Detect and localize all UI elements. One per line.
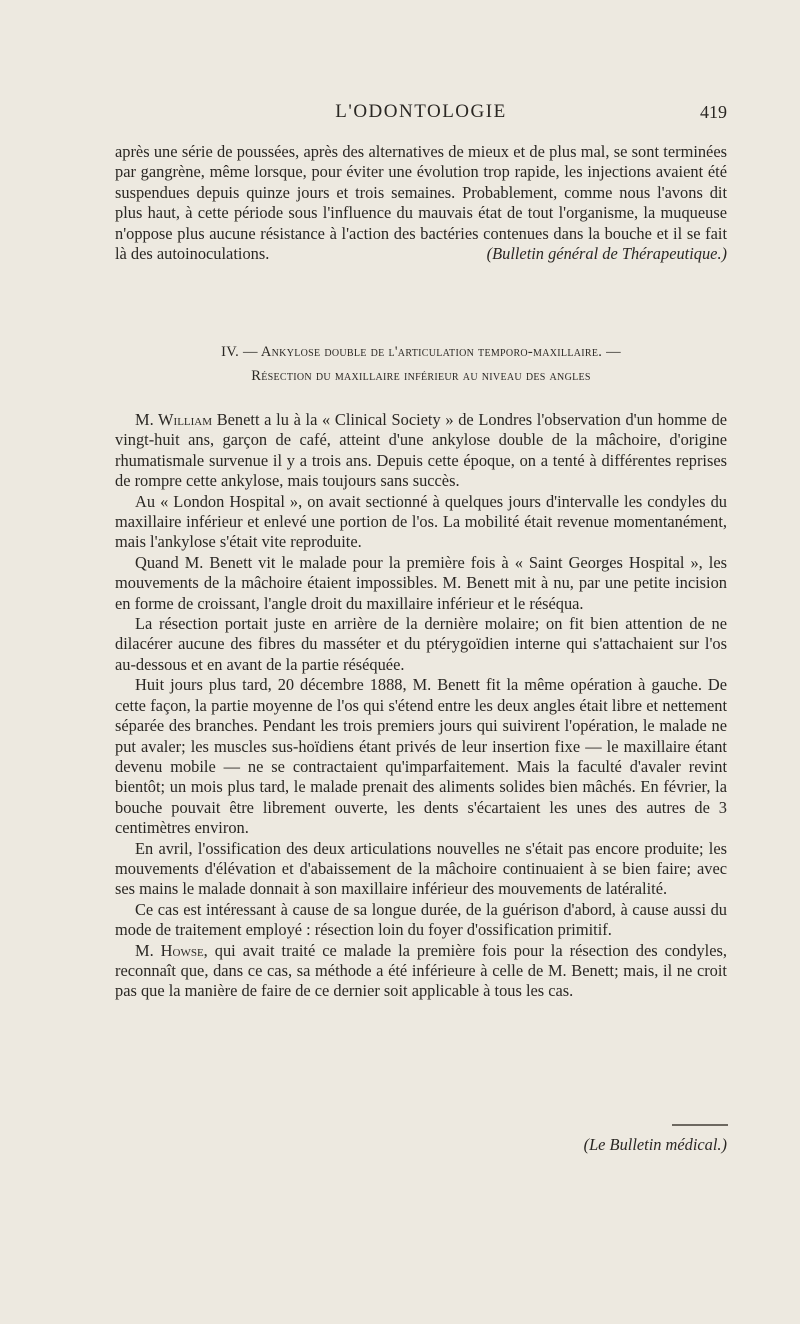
paragraph-5: Huit jours plus tard, 20 décembre 1888, M. Benett fit la même opération à gauche. De cette façon, la partie moyenne de l'os qui s'étend entre les deux angles était libre et nettement séparée des branches. Pendant les trois premiers jours qui suivirent l'opération, le malade ne put avaler; les muscles sus-hoïdiens étant privés de leur insertion fixe — le maxillaire étant devenu mobile — ne se contractaient qu'imparfaitement. Mais la faculté d'avaler revint bientôt; un mois plus tard, le malade prenait des aliments solides bien mâchés. En février, la bouche pouvait être librement ouverte, les dents s'écartaient les unes des autres de 3 centimètres environ.: [115, 675, 727, 838]
section-heading: [115, 340, 727, 388]
paragraph-1: [115, 410, 727, 492]
paragraph-1-text: Benett a lu à la « Clinical Society » de Londres l'observation d'un homme de vingt-huit ans, garçon de café, atteint d'une ankylose double de la mâchoire, d'origine rhumatismale survenue il y a trois ans. Depuis cette époque, on a tenté à différentes reprises de rompre cette ankylose, mais toujours sans succès.: [115, 410, 727, 491]
intro-paragraph: [115, 142, 727, 264]
author-name-william: M. William: [135, 410, 213, 429]
paragraph-4: La résection portait juste en arrière de la dernière molaire; on fit bien attention de ne dilacérer aucune des fibres du masséter et du ptérygoïdien interne qui s'attachaient sur l'os au-dessous et en avant de la partie réséquée.: [115, 614, 727, 674]
paragraph-6: En avril, l'ossification des deux articulations nouvelles ne s'était pas encore produite; les mouvements d'élévation et d'abaissement de la mâchoire continuaient à se bien faire; avec ses mains le malade donnait à son maxillaire inférieur des mouvements de latéralité.: [115, 838, 727, 899]
closing-rule: [672, 1124, 728, 1126]
section-heading-line-2: Résection du maxillaire inférieur au niveau des angles: [251, 368, 591, 384]
paragraph-7: Ce cas est intéressant à cause de sa longue durée, de la guérison d'abord, à cause aussi du mode de traitement employé : résection loin du foyer d'ossification primitif.: [115, 899, 727, 940]
page-number: 419: [700, 102, 727, 122]
article-body: [115, 410, 727, 1002]
intro-text: après une série de poussées, après des alternatives de mieux et de plus mal, se sont terminées par gangrène, même lorsque, pour éviter une évolution trop rapide, les injections avaient été suspendues depuis quinze jours et trois semaines. Probablement, comme nous l'avons dit plus haut, à cette période sous l'influence du mauvais état de tout l'organisme, la muqueuse n'oppose plus aucune résistance à l'action des bactéries contenues dans la bouche et il se fait là des autoinoculations.: [115, 142, 727, 264]
intro-source: (Bulletin général de Thérapeutique.): [486, 244, 727, 264]
intro-paragraph-block: [115, 142, 727, 264]
paragraph-8: [115, 941, 727, 1002]
page-header: [115, 100, 727, 124]
running-title: L'ODONTOLOGIE: [335, 101, 507, 122]
paragraph-3: Quand M. Benett vit le malade pour la première fois à « Saint Georges Hospital », les mouvements de la mâchoire étaient impossibles. M. Benett mit à nu, par une petite incision en forme de croissant, l'angle droit du maxillaire inférieur et le réséqua.: [115, 552, 727, 613]
paragraph-8-text: , qui avait traité ce malade la première fois pour la résection des condyles, reconnaît que, dans ce cas, sa méthode a été inférieure à celle de M. Benett; mais, il ne croit pas que la manière de faire de ce dernier soit applicable à tous les cas.: [115, 940, 727, 1001]
section-heading-line-1: IV. — Ankylose double de l'articulation temporo-maxillaire. —: [221, 344, 621, 360]
article-source: (Le Bulletin médical.): [583, 1135, 727, 1154]
author-name-howse: M. Howse: [135, 940, 204, 960]
paragraph-2: Au « London Hospital », on avait sectionné à quelques jours d'intervalle les condyles du maxillaire inférieur et enlevé une portion de l'os. La mobilité était revenue momentanément, mais l'ankylose s'était vite reproduite.: [115, 491, 727, 552]
